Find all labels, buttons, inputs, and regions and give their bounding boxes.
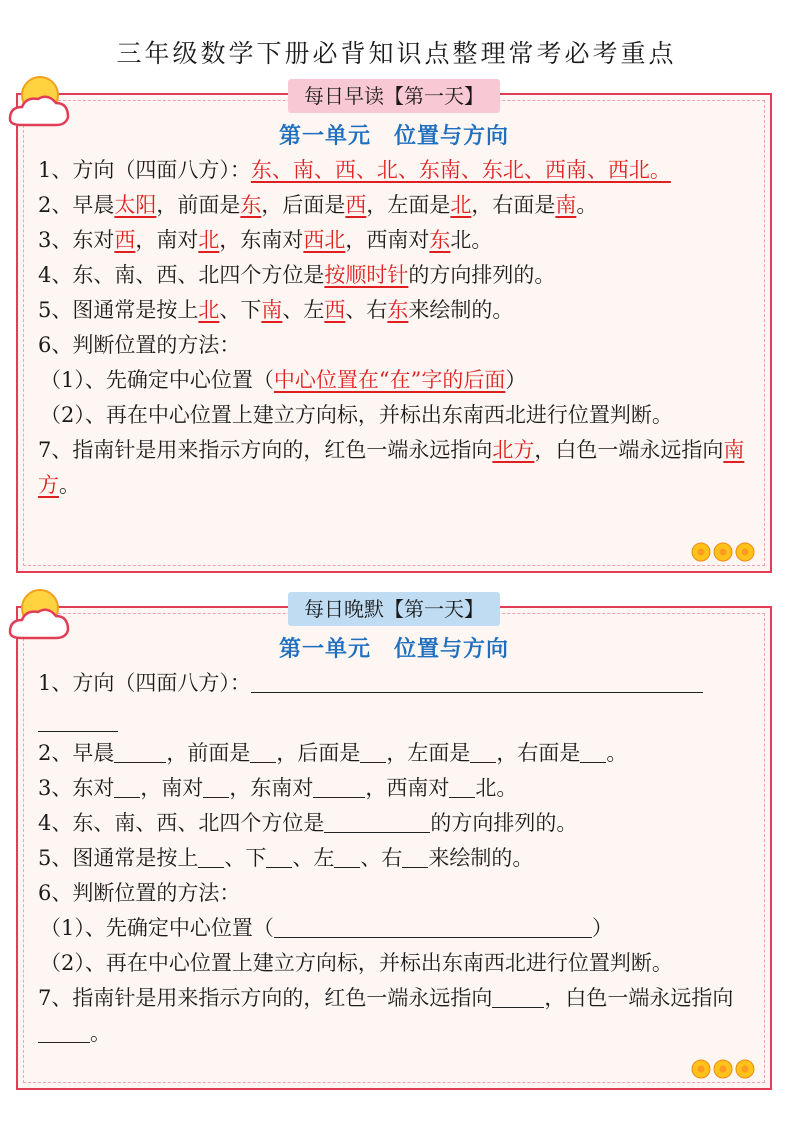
item-2 <box>38 736 756 771</box>
item-text: 5、图通常是按上 <box>38 846 199 870</box>
answer: 北 <box>198 228 220 252</box>
item-text: ，前面是 <box>166 741 251 765</box>
answer: 东 <box>240 193 262 217</box>
flower-icon <box>690 541 756 563</box>
answer: 南 <box>261 298 283 322</box>
item-7 <box>38 433 756 503</box>
answer-blank[interactable] <box>250 738 276 763</box>
item-text: 、右 <box>360 846 403 870</box>
item-text: ，东南对 <box>229 776 314 800</box>
answer-blank[interactable] <box>324 808 430 833</box>
item-text: （1）、先确定中心位置（ <box>40 368 274 392</box>
item-text: 2、早晨 <box>38 193 115 217</box>
answer: 太阳 <box>114 193 157 217</box>
item-text: 3、东对 <box>38 228 115 252</box>
item-text: 5、图通常是按上 <box>38 298 199 322</box>
answer-blank[interactable] <box>470 738 496 763</box>
item-text: 。 <box>90 1021 111 1045</box>
answer-blank[interactable] <box>449 773 475 798</box>
answer-blank[interactable] <box>114 738 166 763</box>
item-text: ） <box>591 916 613 940</box>
item-3 <box>38 223 756 258</box>
answer-blank[interactable] <box>360 738 386 763</box>
item-text: 3、东对 <box>38 776 115 800</box>
item-text: 4、东、南、西、北四个方位是 <box>38 811 325 835</box>
answer-blank[interactable] <box>203 773 229 798</box>
item-text: ，后面是 <box>261 193 346 217</box>
answer-blank[interactable] <box>492 983 544 1008</box>
item-text: ，白色一端永远指向 <box>544 986 734 1010</box>
item-4 <box>38 806 756 841</box>
answer-blank[interactable] <box>38 701 118 732</box>
item-text: ，西南对 <box>365 776 450 800</box>
evening-banner: 每日晚默【第一天】 <box>288 592 500 626</box>
item-6: 6、判断位置的方法： <box>38 333 241 357</box>
flower-icon <box>690 1058 756 1080</box>
answer: 北 <box>450 193 472 217</box>
item-text: 的方向排列的。 <box>430 811 578 835</box>
item-text: 来绘制的。 <box>428 846 534 870</box>
answer: 西 <box>345 193 367 217</box>
answer: 南方 <box>38 438 745 497</box>
answer: 东、南、西、北、东南、东北、西南、西北。 <box>250 158 671 182</box>
answer: 中心位置在“在”字的后面 <box>273 368 506 392</box>
item-text: ，白色一端永远指向 <box>534 438 724 462</box>
answer: 西北 <box>303 228 346 252</box>
cloud-sun-icon <box>4 586 74 646</box>
item-text: ，后面是 <box>276 741 361 765</box>
answer: 北 <box>198 298 220 322</box>
item-text: 1、方向（四面八方）： <box>38 671 251 695</box>
morning-content <box>38 153 756 503</box>
item-7 <box>38 981 756 1051</box>
item-text: 、下 <box>224 846 267 870</box>
answer-blank[interactable] <box>114 773 140 798</box>
item-text: 、左 <box>292 846 335 870</box>
answer-blank[interactable] <box>334 843 360 868</box>
answer: 北方 <box>492 438 535 462</box>
item-text: 4、东、南、西、北四个方位是 <box>38 263 325 287</box>
item-text: 北。 <box>450 228 493 252</box>
answer-blank[interactable] <box>313 773 365 798</box>
answer-blank[interactable] <box>251 668 703 693</box>
item-1 <box>38 666 756 701</box>
item-text: 2、早晨 <box>38 741 115 765</box>
item-text: ，西南对 <box>345 228 430 252</box>
unit-title: 第一单元 位置与方向 <box>278 636 509 662</box>
item-text: 、下 <box>219 298 262 322</box>
answer: 西 <box>324 298 346 322</box>
answer: 东 <box>387 298 409 322</box>
item-text: ，南对 <box>140 776 204 800</box>
item-text: 、左 <box>282 298 325 322</box>
item-text: ，前面是 <box>156 193 241 217</box>
answer-blank[interactable] <box>38 1018 90 1043</box>
item-5 <box>38 841 756 876</box>
item-1 <box>38 153 756 188</box>
item-text: ） <box>505 368 527 392</box>
morning-banner: 每日早读【第一天】 <box>288 79 500 113</box>
answer-blank[interactable] <box>266 843 292 868</box>
item-6-2: （2）、再在中心位置上建立方向标，并标出东南西北进行位置判断。 <box>40 403 673 427</box>
item-text: 、右 <box>345 298 388 322</box>
answer-blank[interactable] <box>580 738 606 763</box>
item-text: ，右面是 <box>496 741 581 765</box>
item-3 <box>38 771 756 806</box>
item-text: 7、指南针是用来指示方向的，红色一端永远指向 <box>38 986 493 1010</box>
item-text: 来绘制的。 <box>408 298 514 322</box>
item-text: 1、方向（四面八方）： <box>38 158 251 182</box>
item-2 <box>38 188 756 223</box>
item-text: 的方向排列的。 <box>408 263 556 287</box>
page-title: 三年级数学下册必背知识点整理常考必考重点 <box>116 39 677 68</box>
answer-blank[interactable] <box>402 843 428 868</box>
item-text: 。 <box>59 473 80 497</box>
item-text: （1）、先确定中心位置（ <box>40 916 274 940</box>
answer-blank[interactable] <box>198 843 224 868</box>
item-text: ，南对 <box>135 228 199 252</box>
item-text: ，左面是 <box>386 741 471 765</box>
item-5 <box>38 293 756 328</box>
answer: 东 <box>429 228 451 252</box>
item-text: 。 <box>606 741 628 765</box>
item-6-1 <box>38 363 756 398</box>
unit-title: 第一单元 位置与方向 <box>278 123 509 149</box>
evening-dictation-card <box>16 597 772 1090</box>
item-text: 北。 <box>475 776 518 800</box>
evening-content <box>38 666 756 1051</box>
item-text: 。 <box>576 193 598 217</box>
item-4 <box>38 258 756 293</box>
answer: 按顺时针 <box>324 263 409 287</box>
item-text: ，东南对 <box>219 228 304 252</box>
answer: 南 <box>555 193 577 217</box>
item-6-2: （2）、再在中心位置上建立方向标，并标出东南西北进行位置判断。 <box>40 951 673 975</box>
item-text: ，左面是 <box>366 193 451 217</box>
item-6-1 <box>38 911 756 946</box>
answer-blank[interactable] <box>274 913 592 938</box>
cloud-sun-icon <box>4 73 74 133</box>
item-text: 7、指南针是用来指示方向的，红色一端永远指向 <box>38 438 493 462</box>
item-text: ，右面是 <box>471 193 556 217</box>
answer: 西 <box>114 228 136 252</box>
item-6: 6、判断位置的方法： <box>38 881 241 905</box>
morning-reading-card <box>16 84 772 573</box>
